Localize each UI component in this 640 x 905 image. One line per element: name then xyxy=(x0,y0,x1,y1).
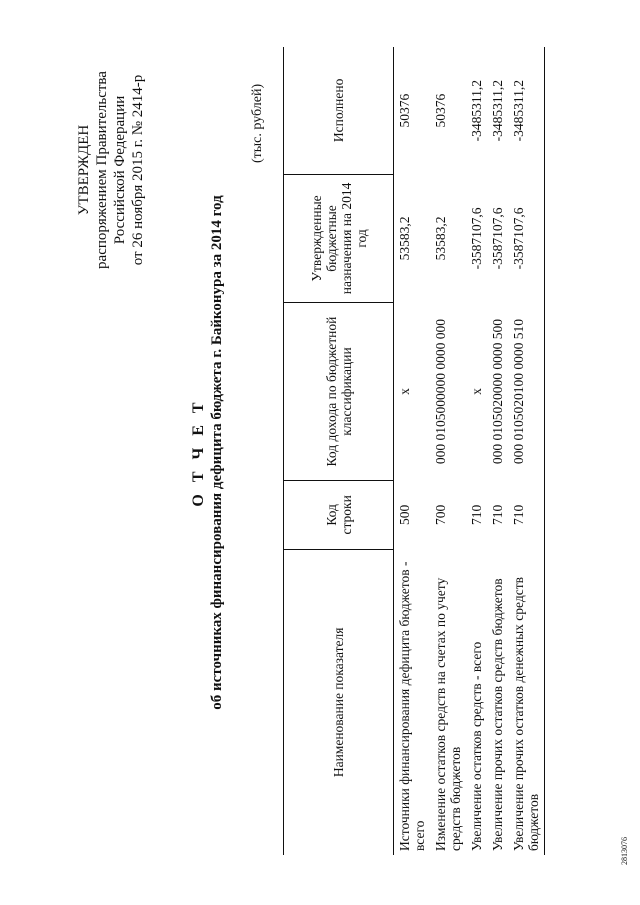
document-subtitle: об источниках финансирования дефицита бюджета г. Байконура за 2014 год xyxy=(209,195,225,710)
table-row xyxy=(430,47,466,855)
header-name: Наименование показателя xyxy=(284,549,394,855)
row-budget-code: x xyxy=(397,388,412,395)
row-approved: -3587107,6 xyxy=(469,207,484,270)
approval-stamp xyxy=(75,25,147,315)
row-line-code: 710 xyxy=(469,504,484,525)
table-row xyxy=(487,47,508,855)
header-executed: Исполнено xyxy=(284,47,394,174)
footnote-number: 2813076 xyxy=(620,837,629,865)
row-approved: -3587107,6 xyxy=(508,174,545,302)
row-executed: 50376 xyxy=(433,93,448,128)
row-budget-code: 000 0105000000 0000 000 xyxy=(433,318,448,465)
header-budget-code: Код дохода по бюджетной классификации xyxy=(284,303,394,481)
header-line-code: Код строки xyxy=(284,481,394,550)
header-approved: Утвержденные бюджетные назначения на 2014 год xyxy=(284,174,394,302)
row-executed: -3485311,2 xyxy=(490,79,505,142)
row-approved: 53583,2 xyxy=(433,216,448,261)
units-label: (тыс. рублей) xyxy=(250,83,265,163)
row-name: Увеличение прочих остатков средств бюджетов xyxy=(490,578,505,851)
table-row xyxy=(394,47,431,855)
approval-line-2: распоряжением Правительства xyxy=(94,71,110,269)
row-line-code: 500 xyxy=(397,504,412,525)
row-executed: 50376 xyxy=(397,93,412,128)
row-name: Увеличение остатков средств - всего xyxy=(469,641,484,851)
row-line-code: 700 xyxy=(433,504,448,525)
row-executed: -3485311,2 xyxy=(508,47,545,174)
row-budget-code: 000 0105020000 0000 500 xyxy=(490,318,505,465)
row-approved: 53583,2 xyxy=(397,216,412,261)
row-name: Изменение остатков средств на счетах по учету средств бюджетов xyxy=(433,577,463,851)
table-header-row xyxy=(284,47,394,855)
approval-line-1: УТВЕРЖДЕН xyxy=(76,124,92,216)
document-title: О Т Ч Е Т xyxy=(190,398,207,507)
row-line-code: 710 xyxy=(490,504,505,525)
report-table xyxy=(283,47,545,855)
row-executed: -3485311,2 xyxy=(469,79,484,142)
row-budget-code: 000 0105020100 0000 510 xyxy=(508,303,545,481)
row-line-code: 710 xyxy=(508,481,545,550)
approval-line-4: от 26 ноября 2015 г. № 2414-р xyxy=(130,74,146,266)
row-budget-code: x xyxy=(469,388,484,395)
table-row xyxy=(466,47,487,855)
row-name: Увеличение прочих остатков денежных средств бюджетов xyxy=(508,549,545,855)
row-name: Источники финансирования дефицита бюджетов - всего xyxy=(397,561,427,851)
table-row xyxy=(508,47,545,855)
row-approved: -3587107,6 xyxy=(490,207,505,270)
approval-line-3: Российской Федерации xyxy=(112,95,128,245)
